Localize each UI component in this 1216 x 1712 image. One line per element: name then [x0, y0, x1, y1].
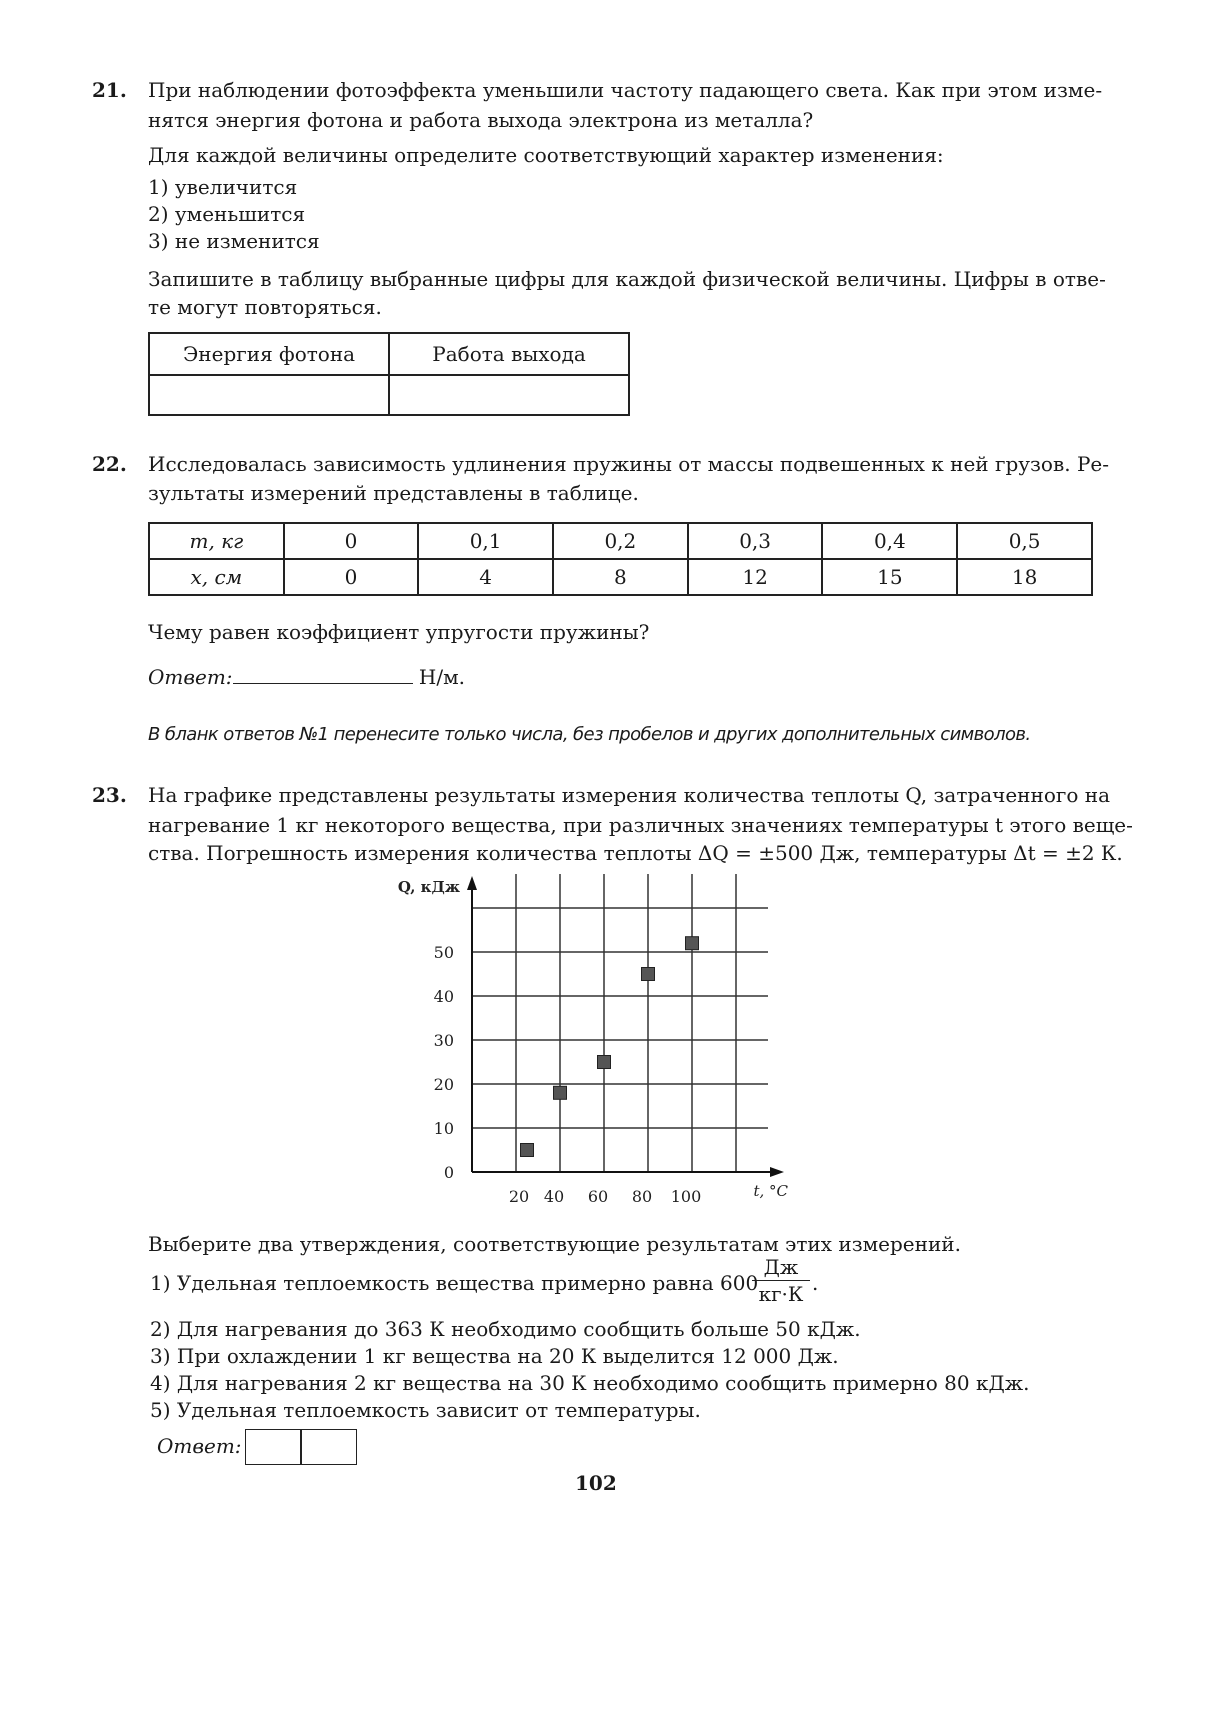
x-axis-arrow — [770, 1167, 784, 1177]
data-point — [521, 1144, 534, 1157]
q22-question: Чему равен коэффициент упругости пружины? — [148, 620, 650, 644]
y-axis-label: Q, кДж — [397, 878, 460, 896]
data-point — [686, 937, 699, 950]
q23-answer-cell-2[interactable] — [300, 1429, 357, 1465]
q22-answer-row — [148, 663, 465, 690]
x-tick-label: 80 — [631, 1187, 653, 1206]
q22-row2-label: x, см — [149, 559, 284, 595]
q22-line2: зультаты измерений представлены в таблице. — [148, 481, 639, 505]
q21-answer-table — [148, 332, 630, 416]
q22-note: В бланк ответов №1 перенесите только числа, без пробелов и других дополнительных символов. — [148, 724, 1031, 745]
q22-answer-label: Ответ: — [148, 665, 233, 689]
y-tick-label: 10 — [433, 1119, 454, 1138]
q22-m-value: 0,5 — [957, 523, 1092, 559]
q22-row1-label: m, кг — [149, 523, 284, 559]
y-tick-label: 40 — [433, 987, 454, 1006]
q22-answer-line[interactable] — [233, 663, 413, 684]
q22-x-value: 4 — [418, 559, 553, 595]
q21-option-1: 1) увеличится — [148, 175, 298, 199]
q23-statement-4: 4) Для нагревания 2 кг вещества на 30 К необходимо сообщить примерно 80 кДж. — [150, 1371, 1030, 1395]
q22-x-value: 15 — [822, 559, 957, 595]
q22-data-table — [148, 522, 1093, 596]
x-tick-label: 20 — [508, 1187, 530, 1206]
q21-header-work: Работа выхода — [389, 333, 629, 375]
data-point — [554, 1086, 567, 1099]
q21-number: 21. — [92, 78, 127, 102]
y-axis-arrow — [467, 876, 477, 890]
q21-answer-cell-1[interactable] — [149, 375, 389, 415]
q23-fraction-numerator: Дж — [763, 1255, 799, 1279]
q23-answer-label: Ответ: — [157, 1434, 242, 1458]
x-tick-label: 40 — [543, 1187, 565, 1206]
q21-header-energy: Энергия фотона — [149, 333, 389, 375]
y-tick-label: 20 — [433, 1075, 454, 1094]
y-tick-label: 0 — [443, 1163, 454, 1182]
y-tick-label: 30 — [433, 1031, 454, 1050]
q21-write-line1: Запишите в таблицу выбранные цифры для каждой физической величины. Цифры в отве- — [148, 267, 1106, 291]
y-tick-label: 50 — [433, 943, 454, 962]
q21-option-3: 3) не изменится — [148, 229, 320, 253]
q21-instruction: Для каждой величины определите соответствующий характер изменения: — [148, 143, 944, 167]
x-tick-label: 100 — [670, 1187, 702, 1206]
q22-m-value: 0 — [284, 523, 419, 559]
q23-statement-3: 3) При охлаждении 1 кг вещества на 20 К выделится 12 000 Дж. — [150, 1344, 839, 1368]
q22-m-value: 0,3 — [688, 523, 823, 559]
q23-statement-2: 2) Для нагревания до 363 К необходимо сообщить больше 50 кДж. — [150, 1317, 861, 1341]
q21-line2: нятся энергия фотона и работа выхода электрона из металла? — [148, 108, 814, 132]
q23-statement-1: 1) Удельная теплоемкость вещества примерно равна 600 — [150, 1271, 759, 1295]
q22-x-value: 18 — [957, 559, 1092, 595]
x-tick-label: 60 — [587, 1187, 609, 1206]
q23-answer-cell-1[interactable] — [245, 1429, 302, 1465]
q22-x-value: 8 — [553, 559, 688, 595]
x-axis-label: t, °C — [753, 1182, 788, 1200]
q22-number: 22. — [92, 452, 127, 476]
q23-number: 23. — [92, 783, 127, 807]
q21-write-line2: те могут повторяться. — [148, 295, 382, 319]
q21-line1: При наблюдении фотоэффекта уменьшили частоту падающего света. Как при этом изме- — [148, 78, 1103, 102]
q23-choose: Выберите два утверждения, соответствующие результатам этих измерений. — [148, 1232, 961, 1256]
q23-fraction — [752, 1254, 810, 1307]
q22-x-value: 12 — [688, 559, 823, 595]
data-point — [642, 968, 655, 981]
q22-m-value: 0,1 — [418, 523, 553, 559]
page-number: 102 — [575, 1471, 617, 1495]
q23-statement-5: 5) Удельная теплоемкость зависит от температуры. — [150, 1398, 701, 1422]
q22-x-value: 0 — [284, 559, 419, 595]
q23-fraction-denominator: кг·К — [752, 1280, 810, 1307]
q23-line1: На графике представлены результаты измерения количества теплоты Q, затраченного на — [148, 783, 1111, 807]
q21-answer-cell-2[interactable] — [389, 375, 629, 415]
q22-answer-unit: Н/м. — [418, 665, 465, 689]
q23-line2: нагревание 1 кг некоторого вещества, при различных значениях температуры t этого веще- — [148, 813, 1133, 837]
q23-chart — [380, 868, 820, 1218]
q22-m-value: 0,4 — [822, 523, 957, 559]
q21-option-2: 2) уменьшится — [148, 202, 306, 226]
q23-fraction-period: . — [812, 1271, 819, 1295]
q23-line3: ства. Погрешность измерения количества теплоты ΔQ = ±500 Дж, температуры Δt = ±2 К. — [148, 841, 1123, 865]
q22-line1: Исследовалась зависимость удлинения пружины от массы подвешенных к ней грузов. Ре- — [148, 452, 1109, 476]
data-point — [598, 1056, 611, 1069]
q22-m-value: 0,2 — [553, 523, 688, 559]
